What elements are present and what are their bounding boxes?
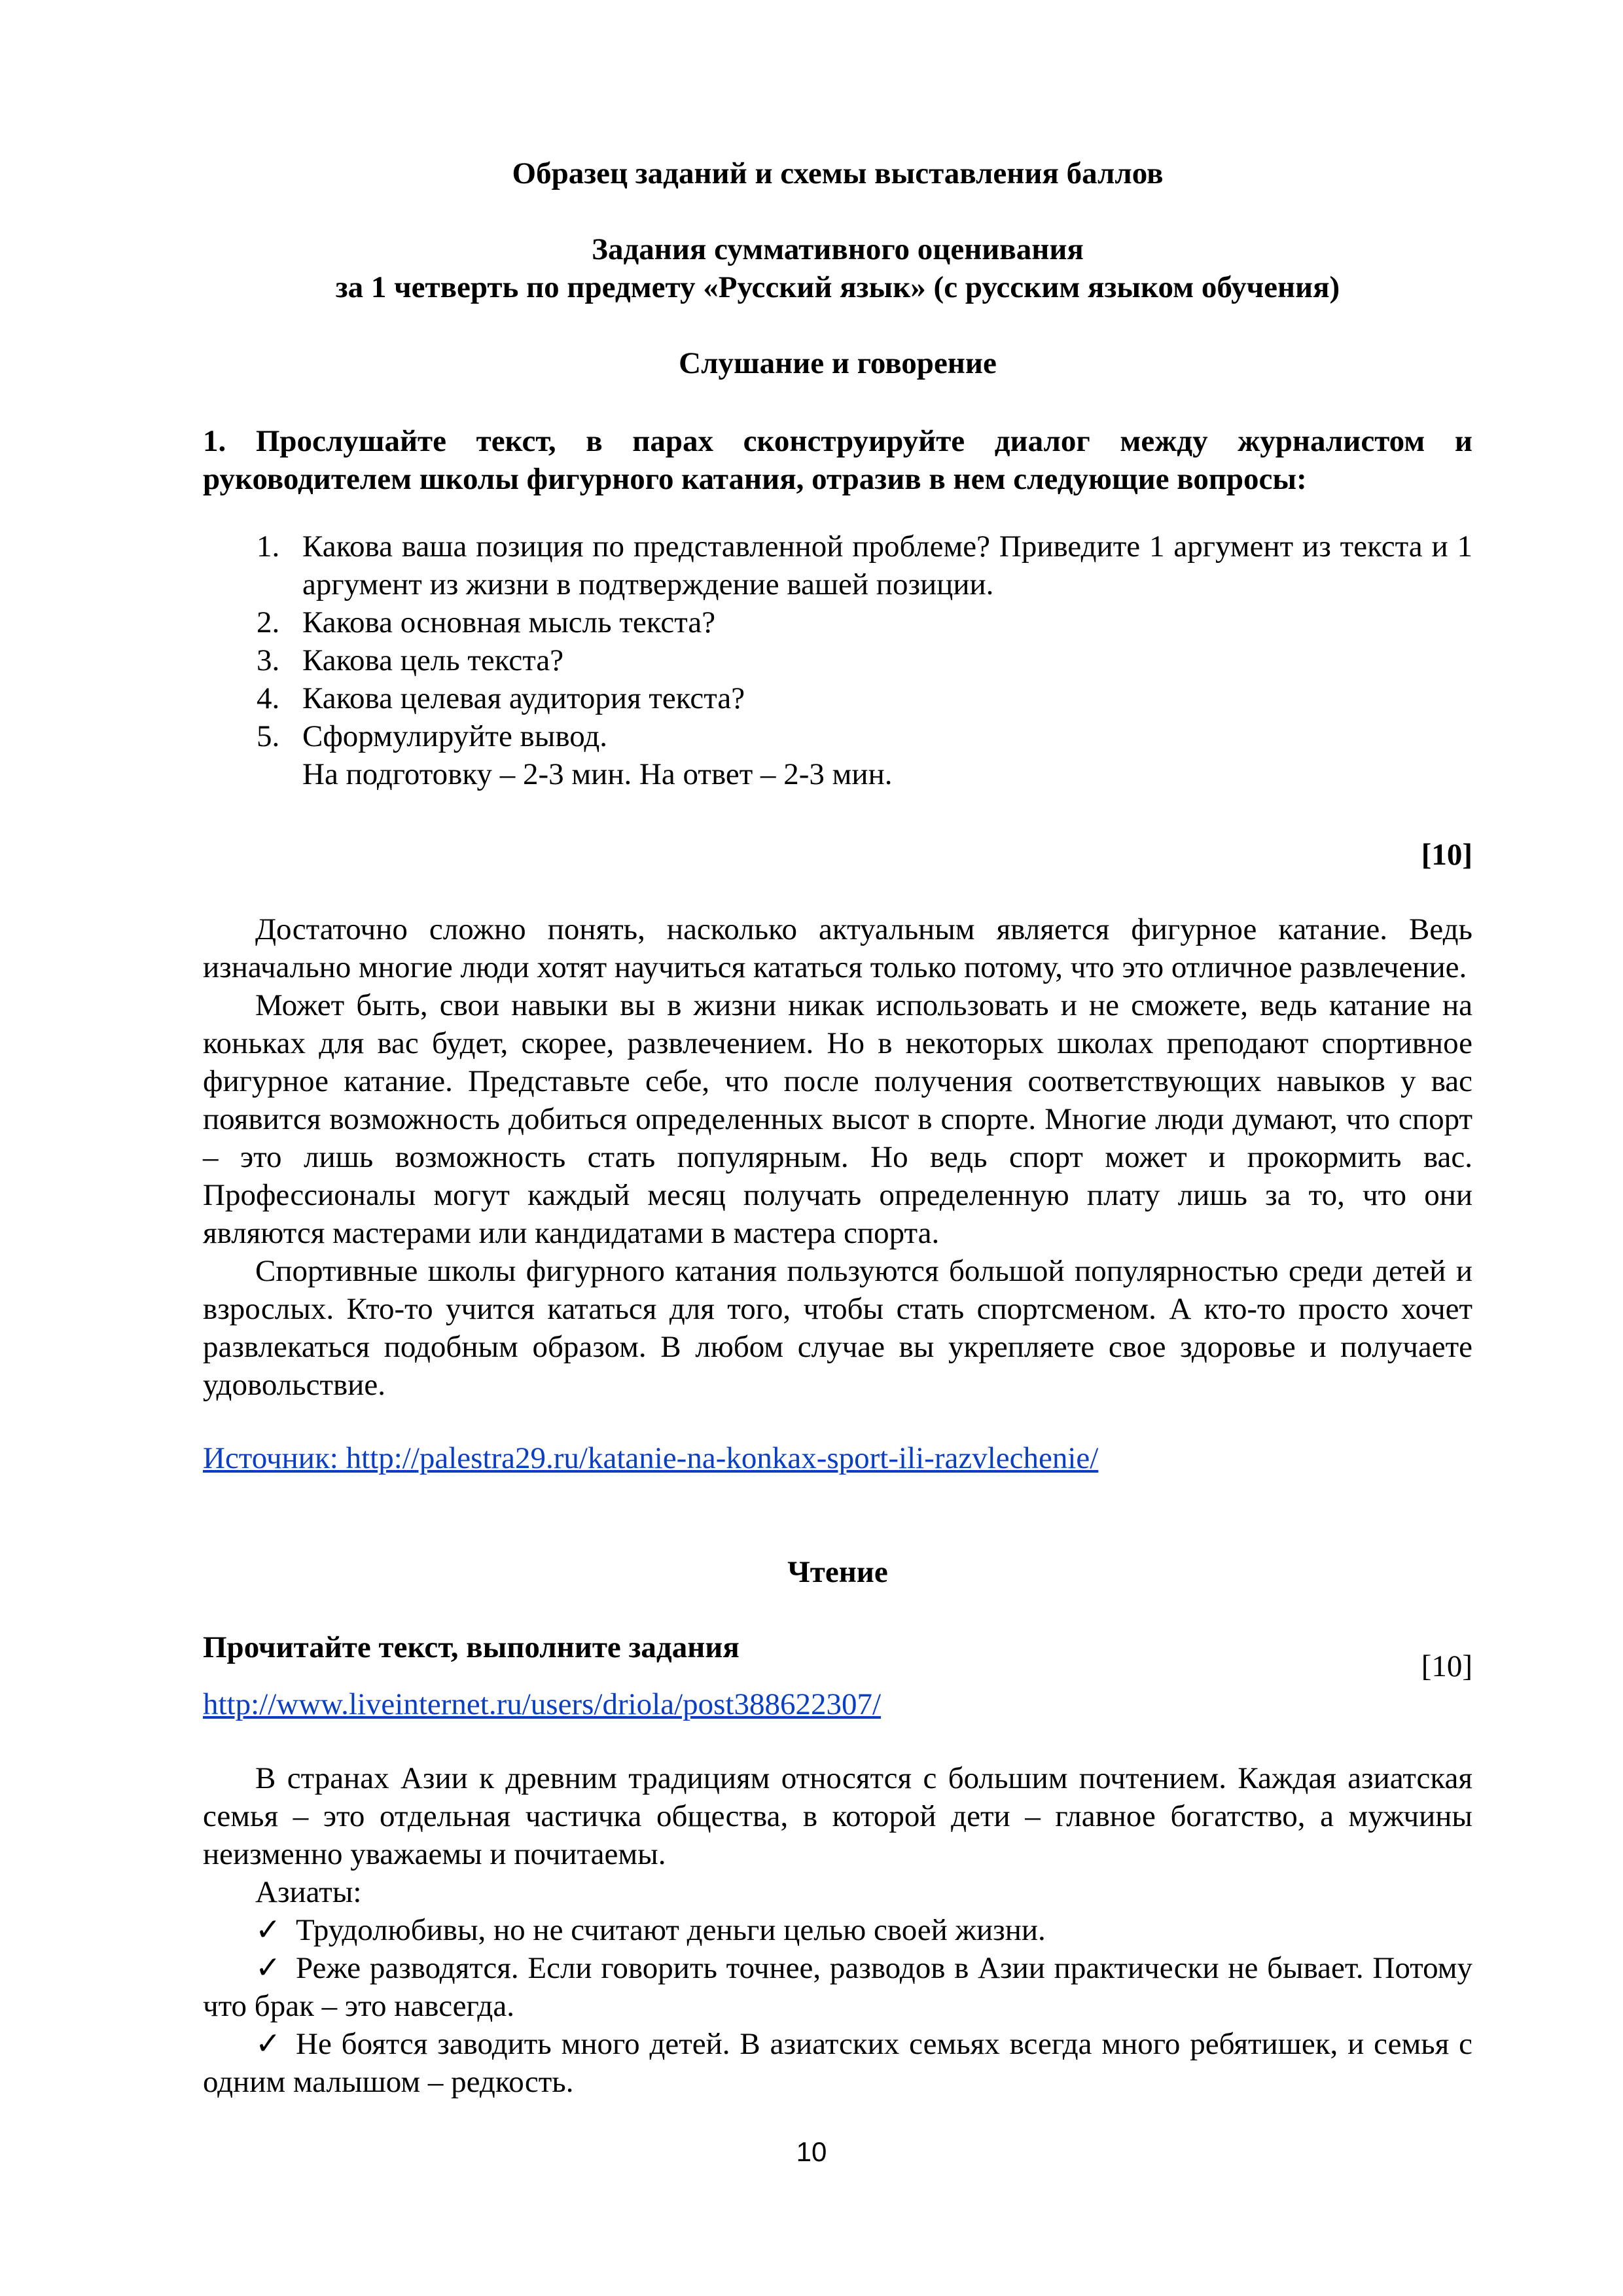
list-item-number: 5. [257, 719, 280, 753]
list-item [257, 641, 1472, 679]
reading-score: [10] [1421, 1649, 1472, 1683]
list-item-text: Не боятся заводить много детей. В азиатских семьях всегда много ребятишек, и семья с одним малышом – редкость. [203, 2027, 1472, 2099]
checkmark-icon: ✓ [255, 2027, 281, 2061]
list-item [203, 1949, 1472, 2025]
listening-task: 1. Прослушайте текст, в парах сконструируйте диалог между журналистом и руководителем школы фигурного катания, отразив в нем следующие вопросы: [203, 424, 1472, 496]
list-item-text: Какова основная мысль текста? [302, 605, 716, 639]
listening-text [203, 910, 1472, 1404]
checkmark-icon: ✓ [255, 1951, 281, 1985]
list-item [257, 679, 1472, 717]
reading-text [203, 1759, 1472, 2101]
list-item [203, 2025, 1472, 2101]
reading-instruction: Прочитайте текст, выполните задания [203, 1630, 740, 1664]
list-item-text: Какова целевая аудитория текста? [302, 681, 745, 715]
list-item-text: Какова цель текста? [302, 643, 564, 677]
document-subtitle-line1: Задания суммативного оценивания [592, 232, 1084, 266]
source-link[interactable]: Источник: http://palestra29.ru/katanie-na-konkax-sport-ili-razvlechenie/ [203, 1441, 1099, 1475]
question-list [257, 528, 1472, 793]
reading-section-title: Чтение [787, 1555, 888, 1589]
list-item [257, 717, 1472, 793]
listening-score: [10] [1421, 838, 1472, 872]
paragraph: Может быть, свои навыки вы в жизни никак использовать и не сможете, ведь катание на коньках для вас будет, скорее, развлечением. Но в некоторых школах преподают спортивное фигурное катание. Представьте себе, что после получения соответствующих навыков у вас появится возможность добиться определенных высот в спорте. Многие люди думают, что спорт – это лишь возможность стать популярным. Но ведь спорт может и прокормить вас. Профессионалы могут каждый месяц получать определенную плату лишь за то, что они являются мастерами или кандидатами в мастера спорта. [203, 988, 1472, 1250]
list-title: Азиаты: [255, 1875, 362, 1909]
page-number: 10 [796, 2136, 827, 2167]
list-item [203, 1911, 1472, 1949]
list-item-text: Трудолюбивы, но не считают деньги целью своей жизни. [296, 1913, 1046, 1947]
list-item-text: Какова ваша позиция по представленной проблеме? Приведите 1 аргумент из текста и 1 аргумент из жизни в подтверждение вашей позиции. [302, 529, 1472, 601]
list-item-text: Сформулируйте вывод. [302, 719, 608, 753]
source-line [203, 1439, 1472, 1477]
paragraph: Достаточно сложно понять, насколько актуальным является фигурное катание. Ведь изначально многие люди хотят научиться кататься только потому, что это отличное развлечение. [203, 912, 1472, 984]
paragraph: В странах Азии к древним традициям относятся с большим почтением. Каждая азиатская семья – это отдельная частичка общества, в которой дети – главное богатство, а мужчины неизменно уважаемы и почитаемы. [203, 1761, 1472, 1871]
document-title: Образец заданий и схемы выставления баллов [512, 156, 1164, 190]
checkmark-icon: ✓ [255, 1913, 281, 1947]
document-subtitle-line2: за 1 четверть по предмету «Русский язык» (с русским языком обучения) [335, 270, 1340, 304]
list-item-text: Реже разводятся. Если говорить точнее, разводов в Азии практически не бывает. Потому что брак – это навсегда. [203, 1951, 1472, 2023]
timing-note: На подготовку – 2-3 мин. На ответ – 2-3 мин. [302, 757, 893, 791]
list-item-number: 2. [257, 605, 280, 639]
reading-url-line [203, 1685, 1472, 1723]
list-item-number: 1. [257, 529, 280, 564]
list-item [257, 603, 1472, 641]
paragraph: Спортивные школы фигурного катания пользуются большой популярностью среди детей и взрослых. Кто-то учится кататься для того, чтобы стать спортсменом. А кто-то просто хочет развлекаться подобным образом. В любом случае вы укрепляете свое здоровье и получаете удовольствие. [203, 1254, 1472, 1402]
listening-section-title: Слушание и говорение [679, 346, 997, 380]
list-item-number: 3. [257, 643, 280, 677]
list-item-number: 4. [257, 681, 280, 715]
list-item [257, 528, 1472, 603]
reading-link[interactable]: http://www.liveinternet.ru/users/driola/post388622307/ [203, 1687, 882, 1721]
